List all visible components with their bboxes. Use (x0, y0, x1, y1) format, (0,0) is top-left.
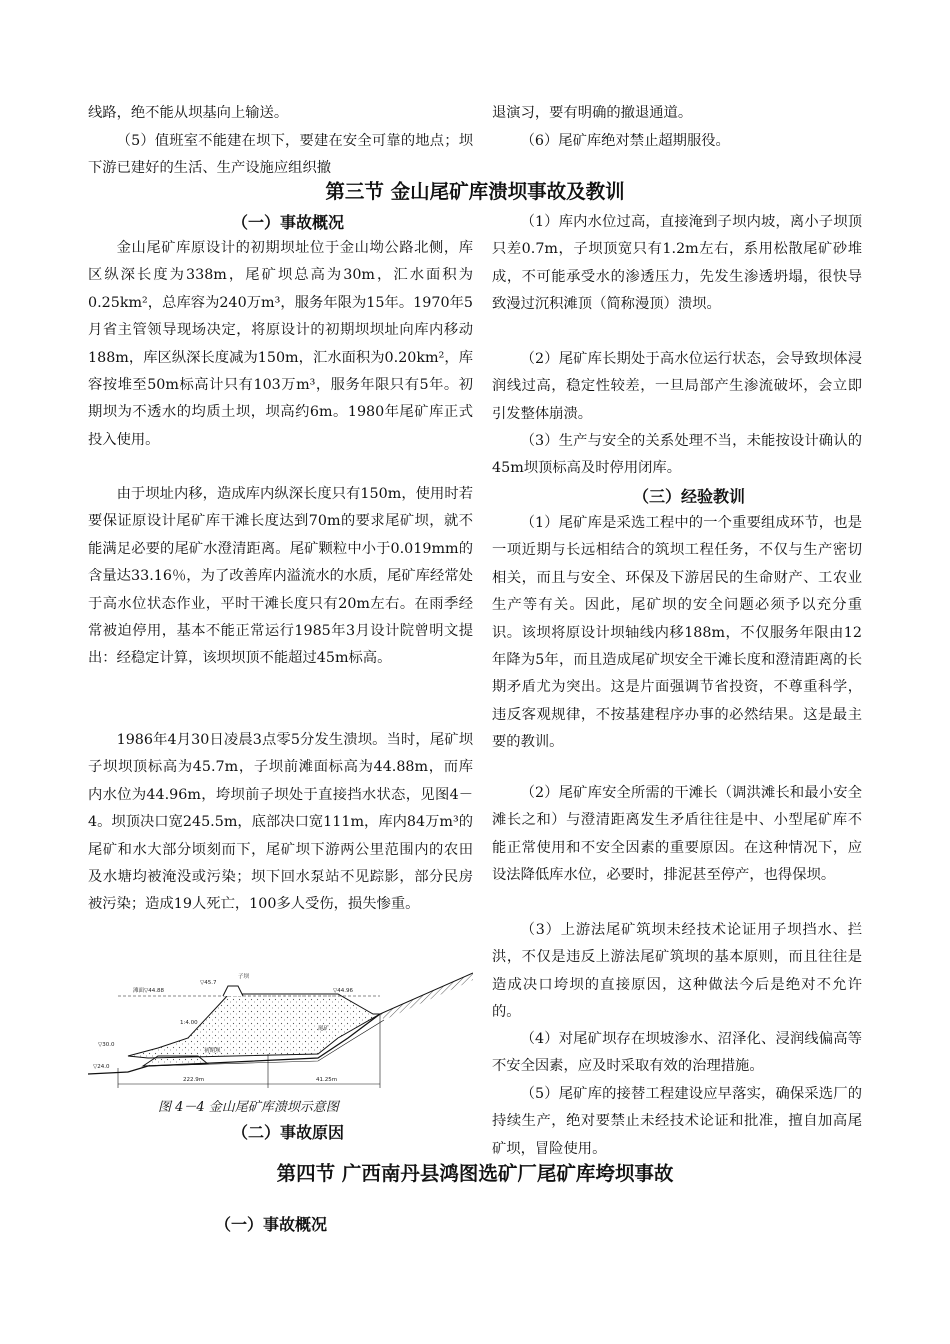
paragraph: 退演习，要有明确的撤退通道。 (492, 105, 693, 121)
paragraph: （2）尾矿库长期处于高水位运行状态，会导致坝体浸润线过高，稳定性较差，一旦局部产生渗流破坏，会立即引发整体崩溃。 (492, 351, 862, 422)
label-beach: 滩面▽44.88 (133, 988, 164, 994)
paragraph: （3）上游法尾矿筑坝未经技术论证用子坝挡水、拦洪，不仅是违反上游法尾矿筑坝的基本原则，而且往往是造成决口垮坝的直接原因，这种做法今后是绝对不允许的。 (492, 922, 862, 1021)
tailings-body (128, 994, 380, 1058)
label-starter: 初期坝 (204, 1048, 221, 1054)
dam-failure-diagram (88, 968, 473, 1090)
label-elev30: ▽30.0 (98, 1042, 115, 1048)
subsection-heading: （二）事故原因 (232, 1123, 345, 1142)
sub-dam (223, 986, 243, 996)
subsection-heading: （三）经验教训 (633, 487, 746, 506)
label-tailings: 尾矿 (318, 1026, 330, 1032)
paragraph: 由于坝址内移，造成库内纵深长度只有150m，使用时若要保证原设计尾矿库干滩长度达到70m的要求尾矿坝，就不能满足必要的尾矿水澄清距离。尾矿颗粒中小于0.019mm的含量达33.16％，为了改善库内溢流水的水质，尾矿库经常处于高水位状态作业，平时干滩长度只有20m左右。在雨季经常被迫停用，基本不能正常运行1985年3月设计院曾明文提出：经稳定计算，该坝坝顶不能超过45m标高。 (88, 486, 473, 667)
label-subdam: 子坝 (238, 974, 250, 980)
label-slope: 1:4.00 (180, 1020, 198, 1026)
figure-caption: 图 4－4 金山尾矿库溃坝示意图 (158, 1100, 339, 1115)
paragraph: （1）尾矿库是采选工程中的一个重要组成环节，也是一项近期与长远相结合的筑坝工程任务，不仅与生产密切相关，而且与安全、环保及下游居民的生命财产、工农业生产等有关。因此，尾矿坝的安全问题必须予以充分重识。该坝将原设计坝轴线内移188m，不仅服务年限由12年降为5年，而且造成尾矿坝安全干滩长度和澄清距离的长期矛盾尤为突出。这是片面强调节省投资，不尊重科学，违反客观规律，不按基建程序办事的必然结果。这是最主要的教训。 (492, 515, 862, 751)
section-title: 第四节 广西南丹县鸿图选矿厂尾矿库垮坝事故 (276, 1162, 674, 1185)
paragraph: （3）生产与安全的关系处理不当，未能按设计确认的45m坝顶标高及时停用闭库。 (492, 433, 862, 477)
paragraph: 1986年4月30日凌晨3点零5分发生溃坝。当时，尾矿坝子坝坝顶标高为45.7m，子坝前滩面标高为44.88m，而库内水位为44.96m，垮坝前子坝处于直接挡水状态，见图4－4。坝顶决口宽245.5m，底部决口宽111m，库内84万m³的尾矿和水大部分顷刻而下，尾矿坝下游两公里范围内的农田及水塘均被淹没或污染；坝下回水泵站不见踪影，部分民房被污染；造成19人死亡，100多人受伤，损失惨重。 (88, 732, 473, 913)
subsection-heading: （一）事故概况 (215, 1215, 328, 1234)
paragraph: （5）值班室不能建在坝下，要建在安全可靠的地点；坝下游已建好的生活、生产设施应组织撤 (88, 133, 473, 177)
label-dim1: 222.9m (183, 1077, 205, 1083)
label-dim2: 41.25m (316, 1077, 338, 1083)
paragraph: 线路，绝不能从坝基向上输送。 (88, 105, 289, 121)
section-title: 第三节 金山尾矿库溃坝事故及教训 (325, 180, 625, 203)
paragraph: 金山尾矿库原设计的初期坝址位于金山坳公路北侧，库区纵深长度为338m，尾矿坝总高为30m，汇水面积为0.25km²，总库容为240万m³，服务年限为15年。1970年5月省主管领导现场决定，将原设计的初期坝坝址向库内移动188m，库区纵深长度减为150m，汇水面积为0.20km²，库容按堆至50m标高计只有103万m³，服务年限只有5年。初期坝为不透水的均质土坝，坝高约6m。1980年尾矿库正式投入使用。 (88, 240, 473, 448)
label-elev: ▽45.7 (200, 980, 217, 986)
paragraph: （4）对尾矿坝存在坝坡渗水、沼泽化、浸润线偏高等不安全因素，应及时采取有效的治理措施。 (492, 1031, 862, 1075)
paragraph: （2）尾矿库安全所需的干滩长（调洪滩长和最小安全滩长之和）与澄清距离发生矛盾往往是中、小型尾矿库不能正常使用和不安全因素的重要原因。在这种情况下，应设法降低库水位，必要时，排泥甚至停产，也得保坝。 (492, 785, 862, 884)
subsection-heading: （一）事故概况 (232, 213, 345, 232)
label-water: ▽44.96 (333, 988, 353, 994)
paragraph: （5）尾矿库的接替工程建设应早落实，确保采选厂的持续生产，绝对要禁止未经技术论证和批准，擅自加高尾矿坝，冒险使用。 (492, 1086, 862, 1157)
paragraph: （1）库内水位过高，直接淹到子坝内坡，离小子坝顶只差0.7m，子坝顶宽只有1.2m左右，系用松散尾矿砂堆成，不可能承受水的渗透压力，先发生渗透坍塌，很快导致漫过沉积滩顶（简称漫顶）溃坝。 (492, 214, 862, 313)
paragraph: （6）尾矿库绝对禁止超期服役。 (520, 133, 730, 149)
ground-hatch (380, 973, 473, 1020)
label-elev24: ▽24.0 (93, 1064, 110, 1070)
